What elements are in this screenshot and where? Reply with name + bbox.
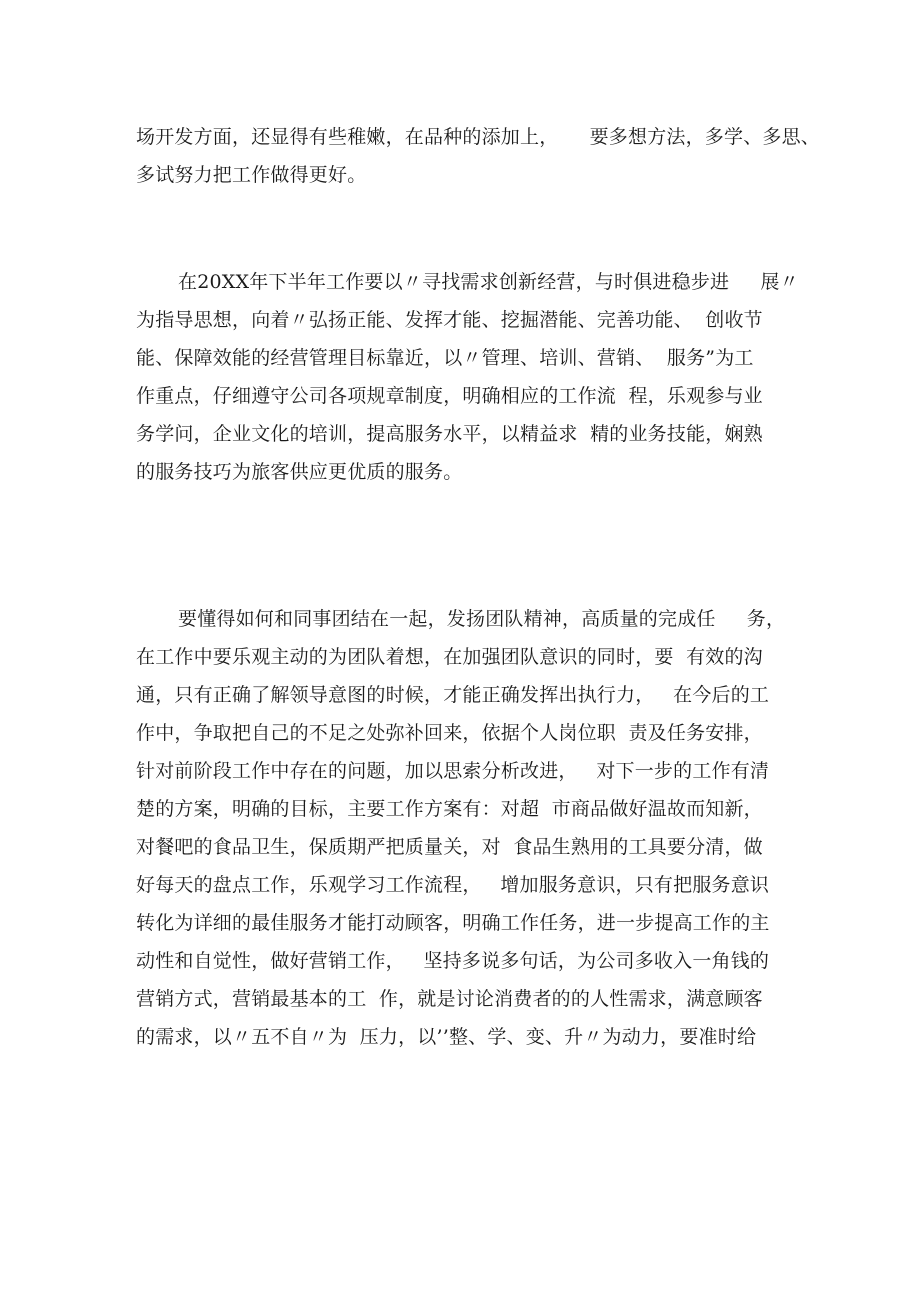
- text-line: 楚的方案，明确的目标，主要工作方案有：对超 市商品做好温故而知新，: [136, 798, 763, 820]
- paragraph-1: [136, 118, 826, 194]
- text-line: 要懂得如何和同事团结在一起，发扬团队精神，高质量的完成任 务，: [178, 608, 786, 630]
- text-line: 为指导思想，向着〃弘扬正能、发挥才能、挖掘潜能、完善功能、 创收节: [136, 309, 763, 331]
- text-line: 的服务技巧为旅客供应更优质的服务。: [136, 461, 463, 483]
- paragraph-3: [136, 600, 826, 1056]
- text-line: 作重点，仔细遵守公司各项规章制度，明确相应的工作流 程，乐观参与业: [136, 385, 763, 407]
- text-line: 营销方式，营销最基本的工 作，就是讨论消费者的的人性需求，满意顾客: [136, 988, 763, 1010]
- text-line: 在20XX年下半年工作要以〃寻找需求创新经营，与时俱进稳步进 展〃: [178, 271, 799, 293]
- text-line: 对餐吧的食品卫生，保质期严把质量关，对 食品生熟用的工具要分清，做: [136, 836, 763, 858]
- text-line: 转化为详细的最佳服务才能打动顾客，明确工作任务，进一步提高工作的主: [136, 912, 770, 934]
- text-line: 场开发方面，还显得有些稚嫩，在品种的添加上， 要多想方法，多学、多思、: [136, 126, 820, 148]
- text-line: 能、保障效能的经营管理目标靠近，以〃管理、培训、营销、 服务”为工: [136, 347, 754, 369]
- text-line: 多试努力把工作做得更好。: [136, 164, 367, 186]
- text-line: 的需求，以〃五不自〃为 压力，以’’整、学、变、升〃为动力，要准时给: [136, 1026, 757, 1048]
- text-line: 针对前阶段工作中存在的问题，加以思索分析改进， 对下一步的工作有清: [136, 760, 770, 782]
- paragraph-2: [136, 263, 826, 491]
- text-line: 在工作中要乐观主动的为团队着想，在加强团队意识的同时，要 有效的沟: [136, 646, 763, 668]
- text-line: 好每天的盘点工作，乐观学习工作流程， 增加服务意识，只有把服务意识: [136, 874, 770, 896]
- text-line: 动性和自觉性，做好营销工作， 坚持多说多句话，为公司多收入一角钱的: [136, 950, 770, 972]
- text-line: 作中，争取把自己的不足之处弥补回来，依据个人岗位职 责及任务安排，: [136, 722, 763, 744]
- text-line: 务学问，企业文化的培训，提高服务水平，以精益求 精的业务技能，娴熟: [136, 423, 763, 445]
- text-line: 通，只有正确了解领导意图的时候，才能正确发挥出执行力， 在今后的工: [136, 684, 770, 706]
